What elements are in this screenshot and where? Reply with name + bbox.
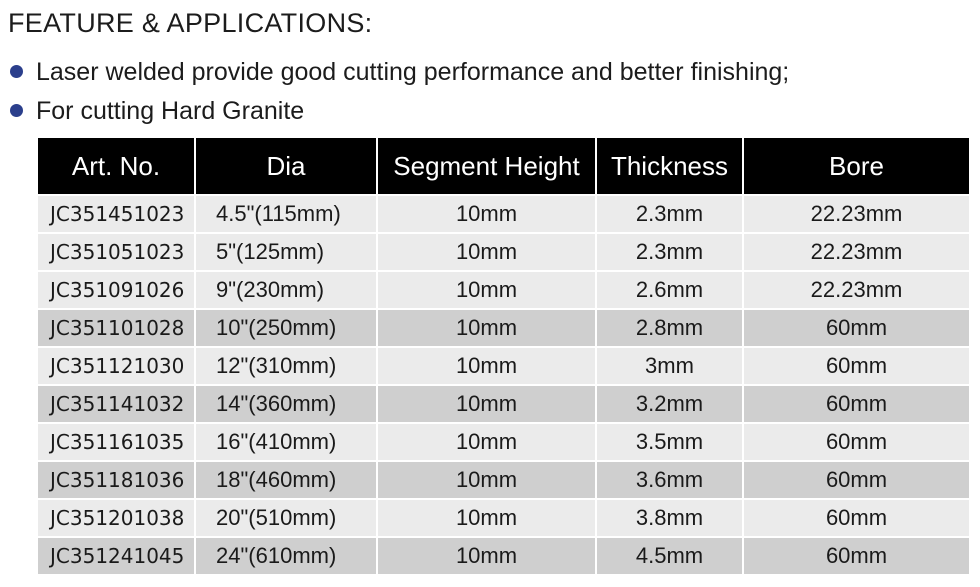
table-row [38, 461, 969, 499]
cell-bore: 60mm [743, 385, 969, 423]
cell-segment-height: 10mm [377, 271, 596, 309]
bullet-icon [10, 65, 23, 78]
cell-dia: 16"(410mm) [195, 423, 377, 461]
cell-art-no: JC351241045 [38, 537, 195, 574]
cell-segment-height: 10mm [377, 233, 596, 271]
table-row [38, 423, 969, 461]
cell-bore: 60mm [743, 537, 969, 574]
cell-segment-height: 10mm [377, 385, 596, 423]
cell-segment-height: 10mm [377, 537, 596, 574]
cell-segment-height: 10mm [377, 195, 596, 233]
cell-segment-height: 10mm [377, 347, 596, 385]
table-row [38, 309, 969, 347]
cell-dia: 20"(510mm) [195, 499, 377, 537]
cell-segment-height: 10mm [377, 309, 596, 347]
table-header-row [38, 138, 969, 195]
section-heading: FEATURE & APPLICATIONS: [8, 8, 373, 38]
cell-art-no: JC351121030 [38, 347, 195, 385]
cell-thickness: 3.5mm [596, 423, 743, 461]
cell-dia: 18"(460mm) [195, 461, 377, 499]
cell-dia: 14"(360mm) [195, 385, 377, 423]
feature-item [8, 56, 789, 95]
cell-bore: 22.23mm [743, 233, 969, 271]
cell-thickness: 3.8mm [596, 499, 743, 537]
bullet-icon [10, 104, 23, 117]
cell-bore: 60mm [743, 499, 969, 537]
cell-dia: 10"(250mm) [195, 309, 377, 347]
feature-item [8, 95, 789, 134]
cell-thickness: 4.5mm [596, 537, 743, 574]
cell-art-no: JC351451023 [38, 195, 195, 233]
cell-dia: 5"(125mm) [195, 233, 377, 271]
feature-text: Laser welded provide good cutting performance and better finishing; [36, 58, 790, 86]
table-row [38, 195, 969, 233]
table-row [38, 385, 969, 423]
table-row [38, 271, 969, 309]
cell-bore: 60mm [743, 423, 969, 461]
cell-bore: 60mm [743, 309, 969, 347]
cell-thickness: 2.6mm [596, 271, 743, 309]
cell-thickness: 2.3mm [596, 233, 743, 271]
cell-dia: 4.5"(115mm) [195, 195, 377, 233]
cell-dia: 12"(310mm) [195, 347, 377, 385]
cell-thickness: 3.2mm [596, 385, 743, 423]
cell-art-no: JC351051023 [38, 233, 195, 271]
cell-bore: 22.23mm [743, 271, 969, 309]
feature-list [8, 56, 789, 134]
cell-art-no: JC351101028 [38, 309, 195, 347]
cell-thickness: 3mm [596, 347, 743, 385]
cell-art-no: JC351141032 [38, 385, 195, 423]
cell-bore: 60mm [743, 461, 969, 499]
cell-art-no: JC351161035 [38, 423, 195, 461]
cell-segment-height: 10mm [377, 423, 596, 461]
header-thickness: Thickness [596, 138, 743, 195]
spec-table [38, 138, 969, 574]
cell-bore: 22.23mm [743, 195, 969, 233]
cell-art-no: JC351201038 [38, 499, 195, 537]
cell-thickness: 2.3mm [596, 195, 743, 233]
cell-dia: 24"(610mm) [195, 537, 377, 574]
cell-art-no: JC351181036 [38, 461, 195, 499]
feature-text: For cutting Hard Granite [36, 97, 305, 125]
cell-segment-height: 10mm [377, 461, 596, 499]
header-art-no: Art. No. [38, 138, 195, 195]
table-row [38, 233, 969, 271]
header-bore: Bore [743, 138, 969, 195]
cell-art-no: JC351091026 [38, 271, 195, 309]
cell-bore: 60mm [743, 347, 969, 385]
table-row [38, 499, 969, 537]
cell-dia: 9"(230mm) [195, 271, 377, 309]
table-row [38, 537, 969, 574]
cell-thickness: 2.8mm [596, 309, 743, 347]
header-dia: Dia [195, 138, 377, 195]
header-segment-height: Segment Height [377, 138, 596, 195]
cell-thickness: 3.6mm [596, 461, 743, 499]
cell-segment-height: 10mm [377, 499, 596, 537]
table-row [38, 347, 969, 385]
